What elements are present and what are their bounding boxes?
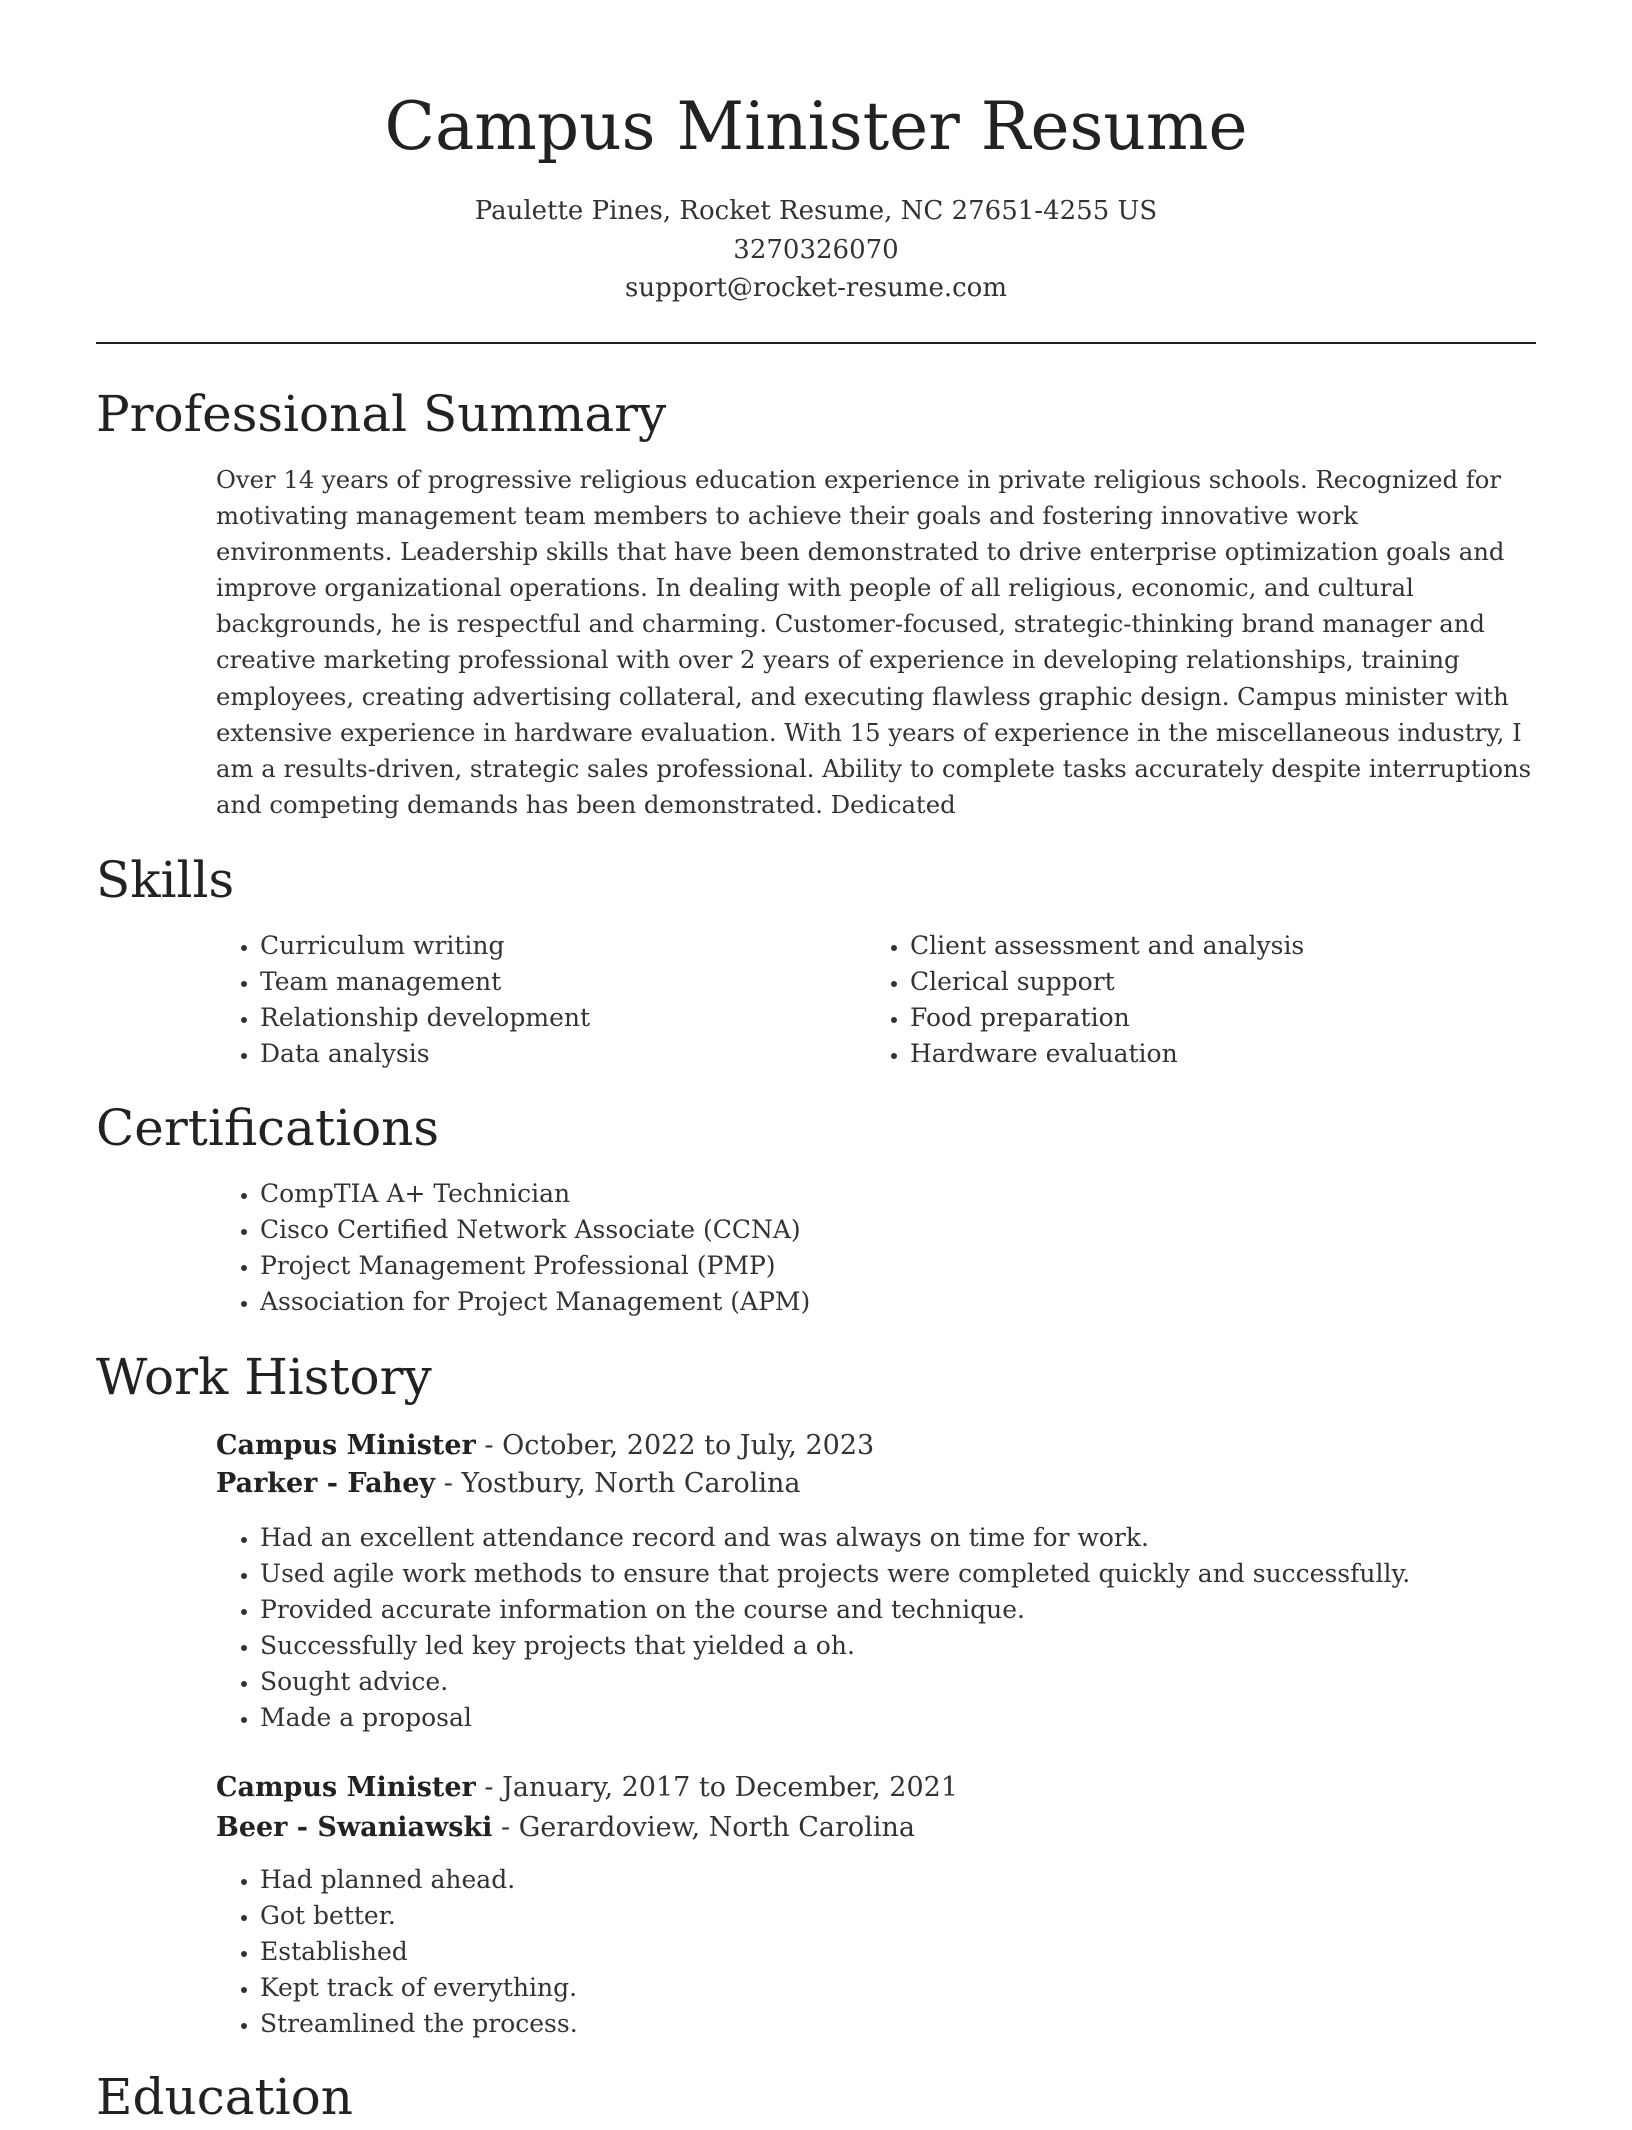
job-bullet: • Made a proposal [260, 1700, 1560, 1736]
skill-item: • Food preparation [910, 1000, 1570, 1036]
job-bullet: • Used agile work methods to ensure that projects were completed quickly and successfully. [260, 1556, 1560, 1592]
skill-item: • Client assessment and analysis [910, 928, 1570, 964]
contact-phone: 3270326070 [733, 235, 899, 265]
skill-item: • Curriculum writing [260, 928, 860, 964]
certifications-list [216, 1176, 1560, 1320]
contact-address: Paulette Pines, Rocket Resume, NC 27651-4255 US [474, 196, 1158, 226]
skill-item: • Hardware evaluation [910, 1036, 1570, 1072]
job-dates: - October, 2022 to July, 2023 [475, 1430, 875, 1461]
contact-email: support@rocket-resume.com [624, 273, 1007, 303]
skill-item: • Team management [260, 964, 860, 1000]
job-bullets [216, 1520, 1560, 1736]
job-employer: Parker - Fahey [216, 1468, 436, 1499]
job-bullet: • Successfully led key projects that yielded a oh. [260, 1628, 1560, 1664]
certification-item: • CompTIA A+ Technician [260, 1176, 1560, 1212]
job-title-line [216, 1426, 874, 1466]
job-title-line [216, 1768, 958, 1808]
section-heading-education: Education [96, 2068, 353, 2126]
job-bullet: • Kept track of everything. [260, 1970, 1560, 2006]
skill-item: • Relationship development [260, 1000, 860, 1036]
job-title: Campus Minister [216, 1772, 476, 1803]
job-dates: - January, 2017 to December, 2021 [475, 1772, 958, 1803]
certification-item: • Association for Project Management (APM) [260, 1284, 1560, 1320]
section-heading-summary: Professional Summary [96, 385, 667, 443]
job-employer-line [216, 1808, 915, 1848]
job-bullet: • Streamlined the process. [260, 2006, 1560, 2042]
job-bullet: • Had planned ahead. [260, 1862, 1560, 1898]
skill-item: • Clerical support [910, 964, 1570, 1000]
job-bullets [216, 1862, 1560, 2042]
section-heading-skills: Skills [96, 851, 235, 909]
skills-list-right [866, 928, 1570, 1072]
section-heading-certifications: Certifications [96, 1099, 440, 1157]
job-bullet: • Provided accurate information on the course and technique. [260, 1592, 1560, 1628]
job-employer: Beer - Swaniawski [216, 1812, 493, 1843]
job-title: Campus Minister [216, 1430, 476, 1461]
skill-item: • Data analysis [260, 1036, 860, 1072]
summary-paragraph: Over 14 years of progressive religious education experience in private religious schools. Recognized for motivating management team members to achieve their goals and fostering innovative work environments. Leadership skills that have been demonstrated to drive enterprise optimization goals and improve organizational operations. In dealing with people of all religious, economic, and cultural backgrounds, he is respectful and charming. Customer-focused, strategic-thinking brand manager and creative marketing professional with over 2 years of experience in developing relationships, training employees, creating advertising collateral, and executing flawless graphic design. Campus minister with extensive experience in hardware evaluation. With 15 years of experience in the miscellaneous industry, I am a results-driven, strategic sales professional. Ability to complete tasks accurately despite interruptions and competing demands has been demonstrated. Dedicated [216, 465, 1532, 819]
certification-item: • Project Management Professional (PMP) [260, 1248, 1560, 1284]
job-bullet: • Had an excellent attendance record and was always on time for work. [260, 1520, 1560, 1556]
certification-item: • Cisco Certified Network Associate (CCNA) [260, 1212, 1560, 1248]
job-bullet: • Established [260, 1934, 1560, 1970]
job-location: - Yostbury, North Carolina [435, 1468, 801, 1499]
job-bullet: • Sought advice. [260, 1664, 1560, 1700]
section-heading-work-history: Work History [96, 1348, 432, 1406]
job-bullet: • Got better. [260, 1898, 1560, 1934]
header-divider [96, 342, 1536, 344]
job-employer-line [216, 1464, 801, 1504]
resume-title: Campus Minister Resume [384, 88, 1248, 165]
skills-list-left [216, 928, 860, 1072]
job-location: - Gerardoview, North Carolina [492, 1812, 915, 1843]
